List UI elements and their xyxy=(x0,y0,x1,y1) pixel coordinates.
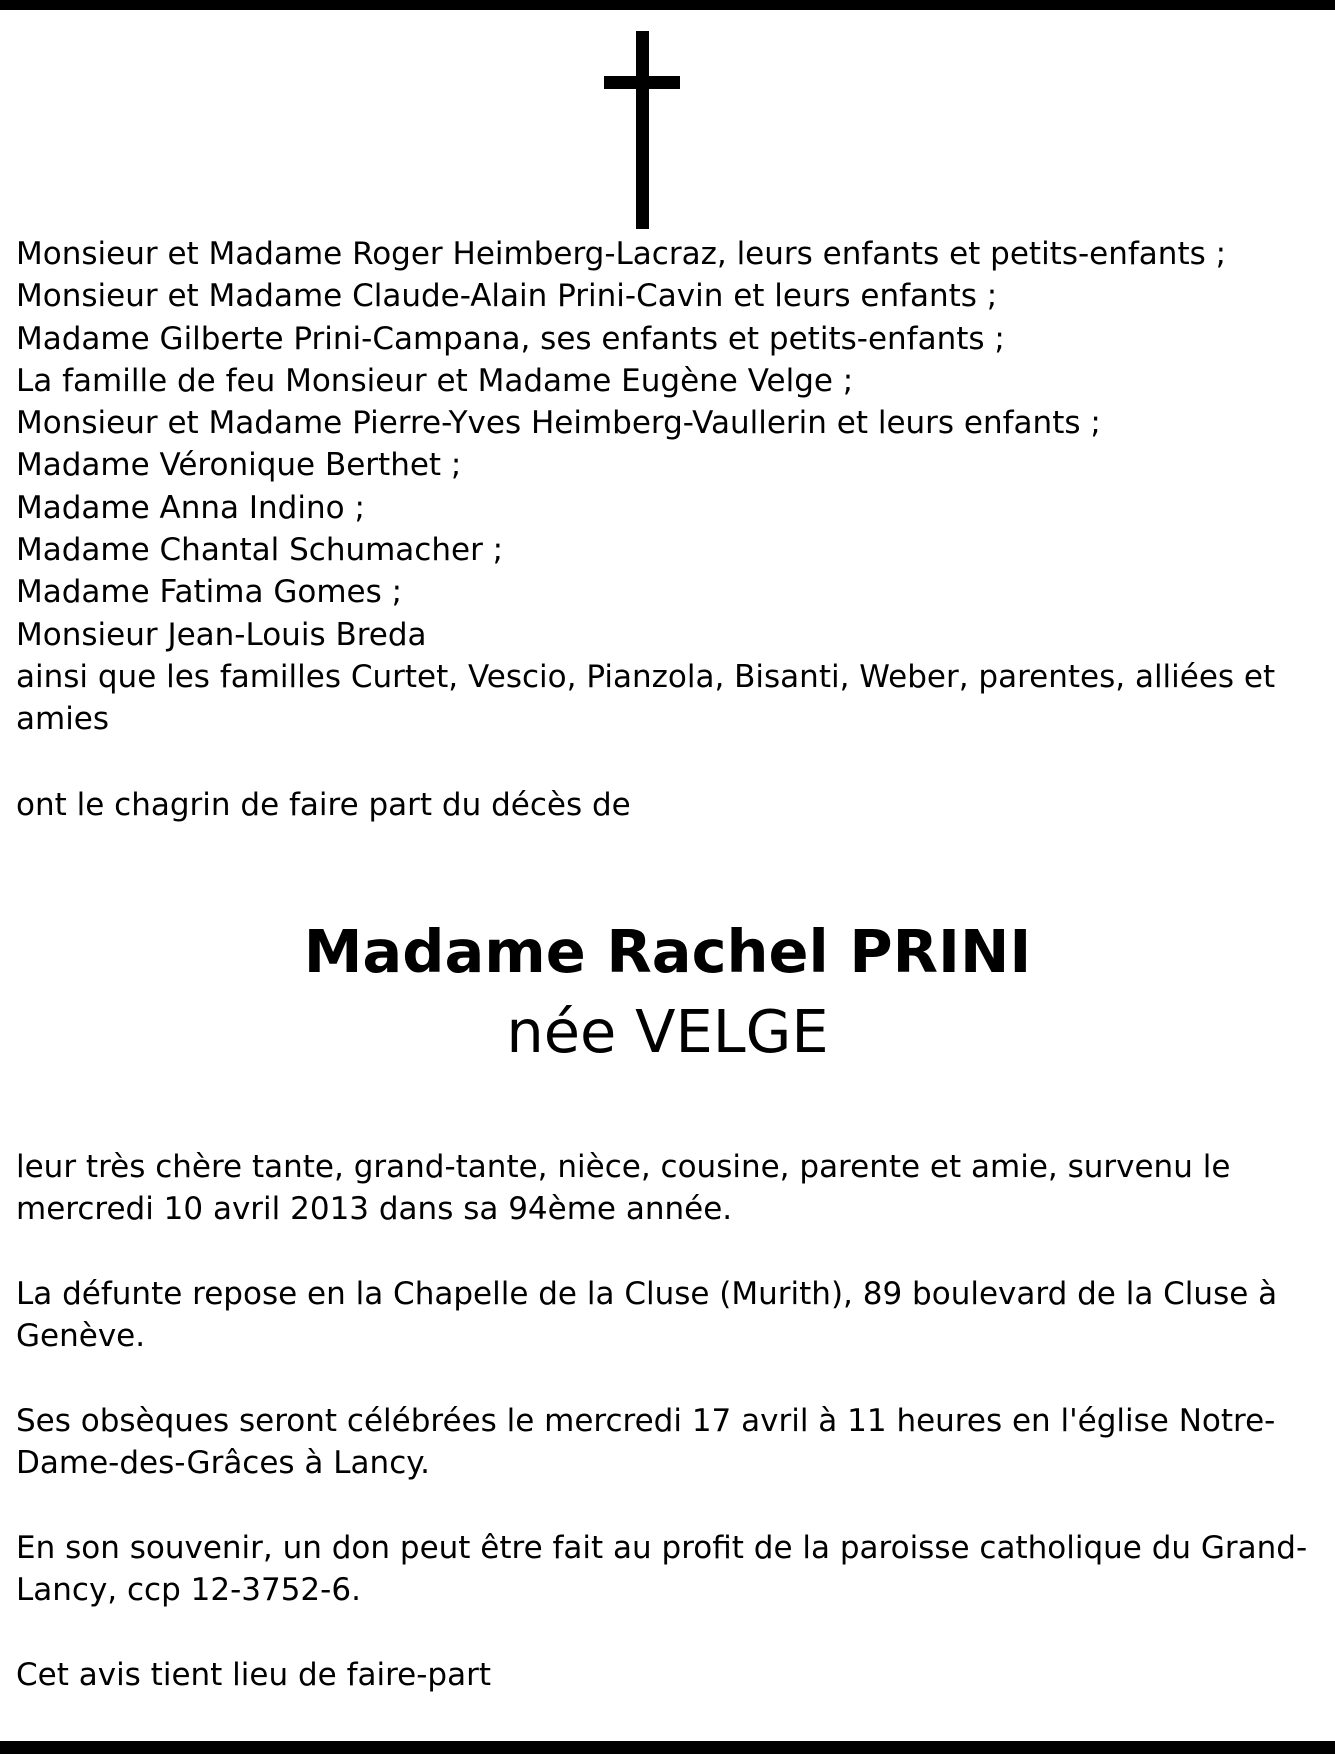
cross-vertical-bar xyxy=(636,31,649,229)
donation-paragraph: En son souvenir, un don peut être fait au profit de la paroisse catholique du Grand-Lancy, ccp 12-3752-6. xyxy=(16,1530,1308,1608)
repose-paragraph: La défunte repose en la Chapelle de la Cluse (Murith), 89 boulevard de la Cluse à Genève. xyxy=(16,1276,1278,1354)
family-line: La famille de feu Monsieur et Madame Eugène Velge ; xyxy=(16,362,854,399)
deceased-name-block xyxy=(0,912,1335,1072)
family-line: Monsieur Jean-Louis Breda xyxy=(16,616,427,653)
family-line: Madame Chantal Schumacher ; xyxy=(16,532,504,569)
notice-closing: Cet avis tient lieu de faire-part xyxy=(16,1657,492,1693)
family-line: Madame Anna Indino ; xyxy=(16,489,365,526)
cross-horizontal-bar xyxy=(604,76,680,89)
deceased-name: Madame Rachel PRINI xyxy=(303,917,1032,986)
relation-paragraph: leur très chère tante, grand-tante, nièce, cousine, parente et amie, survenu le mercredi 10 avril 2013 dans sa 94ème année. xyxy=(16,1149,1231,1227)
announcement-intro: ont le chagrin de faire part du décès de xyxy=(16,787,631,823)
family-line: Monsieur et Madame Pierre-Yves Heimberg-Vaullerin et leurs enfants ; xyxy=(16,405,1101,442)
cross-icon xyxy=(604,31,680,229)
top-border-rule xyxy=(0,0,1335,10)
bottom-border-rule xyxy=(0,1741,1335,1754)
family-line: Monsieur et Madame Claude-Alain Prini-Cavin et leurs enfants ; xyxy=(16,278,998,315)
family-list xyxy=(16,233,1316,741)
family-line: Madame Fatima Gomes ; xyxy=(16,574,403,611)
maiden-name: née VELGE xyxy=(506,997,829,1066)
family-line: Madame Gilberte Prini-Campana, ses enfants et petits-enfants ; xyxy=(16,320,1005,357)
family-line: Madame Véronique Berthet ; xyxy=(16,447,462,484)
family-line-extended: ainsi que les familles Curtet, Vescio, Pianzola, Bisanti, Weber, parentes, alliées et amies xyxy=(16,658,1276,738)
funeral-paragraph: Ses obsèques seront célébrées le mercredi 17 avril à 11 heures en l'église Notre-Dame-des-Grâces à Lancy. xyxy=(16,1403,1276,1481)
family-line: Monsieur et Madame Roger Heimberg-Lacraz, leurs enfants et petits-enfants ; xyxy=(16,236,1227,272)
